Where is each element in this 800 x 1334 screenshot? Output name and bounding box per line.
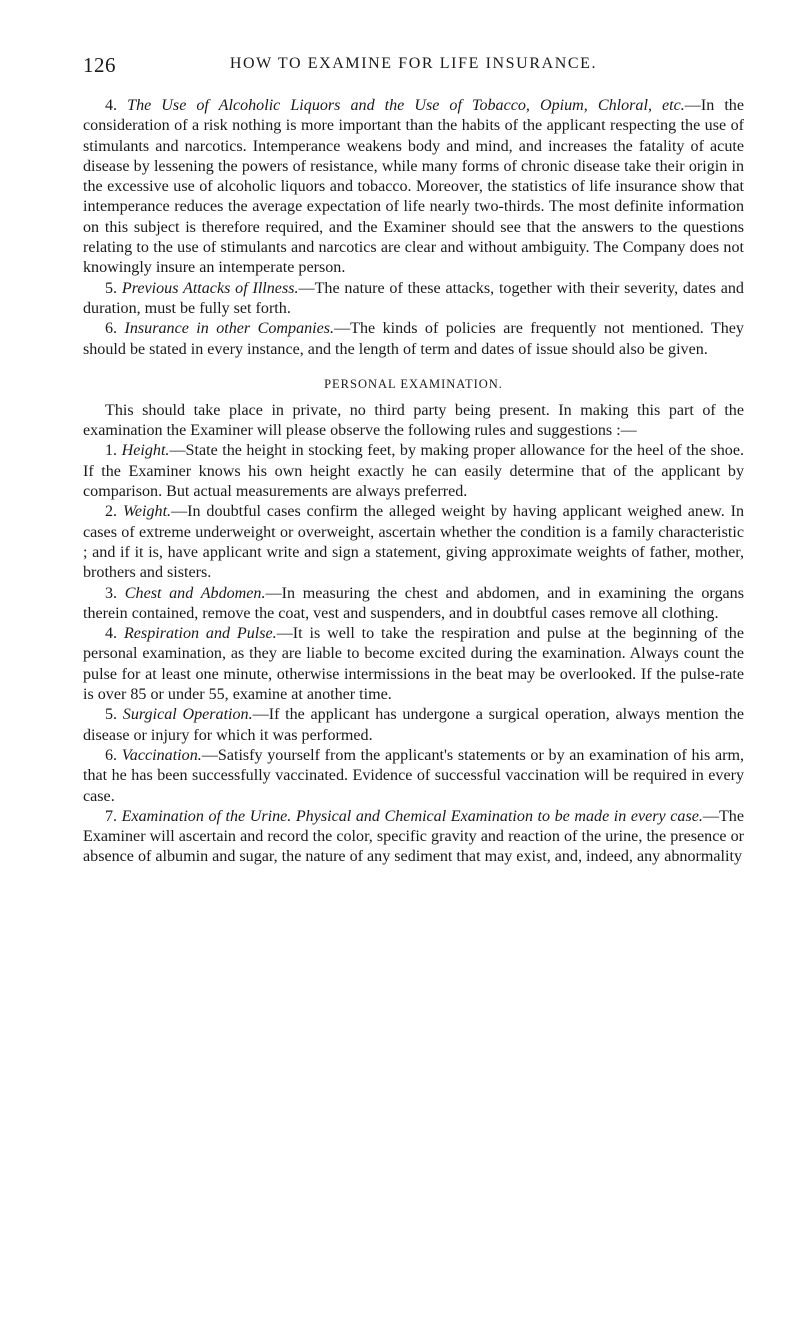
numbered-paragraph: [83, 807, 744, 868]
paragraph-text: If the applicant has undergone a surgical operation, always mention the disease or injury for which it was performed.: [83, 706, 744, 744]
section-heading: PERSONAL EXAMINATION.: [324, 376, 503, 391]
paragraph-number: 6.: [105, 746, 118, 764]
paragraph-title: Respiration and Pulse.: [123, 625, 277, 643]
paragraph-title: Insurance in other Companies.: [124, 320, 335, 338]
paragraph-title: Weight.: [122, 503, 172, 521]
paragraph-title: Vaccination.: [121, 746, 202, 764]
em-dash: —: [265, 584, 282, 602]
numbered-paragraph: [83, 279, 744, 320]
paragraph-text: State the height in stocking feet, by making proper allowance for the heel of the shoe. If the Examiner knows his own height exactly he can easily determine that of the applicant by comparison. But actual measurements are always preferred.: [83, 442, 744, 501]
em-dash: —: [702, 807, 719, 825]
em-dash: —: [684, 97, 701, 114]
paragraph-text: In measuring the chest and abdomen, and in examining the organs therein contained, remove the coat, vest and suspenders, and in doubtful cases remove all clothing.: [83, 584, 744, 622]
paragraph-title: Previous Attacks of Illness.: [121, 279, 299, 297]
page-header: [83, 52, 744, 78]
paragraph-text: The kinds of policies are frequently not mentioned. They should be stated in every instance, and the length of term and dates of issue should also be given.: [83, 320, 744, 358]
paragraph-title: Chest and Abdomen.: [124, 584, 266, 602]
paragraph-text: The nature of these attacks, together with their severity, dates and duration, must be fully set forth.: [83, 279, 744, 317]
personal-examination-rules: [83, 441, 744, 867]
numbered-paragraph: [83, 624, 744, 705]
numbered-paragraph: [83, 584, 744, 625]
paragraph-text: It is well to take the respiration and pulse at the beginning of the personal examination, as they are liable to become excited during the examination. Always count the pulse for at least one minute, otherwise intermissions in the beat may be overlooked. If the pulse-rate is over 85 or under 55, examine at another time.: [83, 625, 744, 704]
habits-history-items: [83, 96, 744, 360]
em-dash: —: [201, 746, 218, 764]
numbered-paragraph: [83, 502, 744, 583]
page-body: [83, 96, 744, 868]
paragraph-number: 5.: [105, 706, 118, 724]
em-dash: —: [169, 442, 186, 460]
paragraph-title: Examination of the Urine. Physical and Chemical Examination to be made in every case.: [121, 807, 703, 825]
paragraph-title: Surgical Operation.: [122, 706, 253, 724]
paragraph-number: 1.: [105, 442, 118, 460]
numbered-paragraph: [83, 441, 744, 502]
paragraph-number: 4.: [105, 625, 118, 643]
paragraph-title: Height.: [121, 442, 170, 460]
paragraph-number: 4.: [105, 97, 118, 114]
numbered-paragraph: [83, 96, 744, 279]
em-dash: —: [252, 706, 269, 724]
paragraph-text: In doubtful cases confirm the alleged weight by having applicant weighed anew. In cases of extreme underweight or overweight, ascertain whether the condition is a family characteristic ; and if it is, have applicant write and sign a statement, giving approximate weights of father, mother, brothers and sisters.: [83, 503, 744, 582]
running-title: HOW TO EXAMINE FOR LIFE INSURANCE.: [229, 55, 598, 72]
paragraph-title: The Use of Alcoholic Liquors and the Use of Tobacco, Opium, Chloral, etc.: [127, 97, 685, 114]
paragraph-number: 3.: [105, 584, 118, 602]
em-dash: —: [171, 503, 188, 521]
numbered-paragraph: [83, 705, 744, 746]
numbered-paragraph: [83, 746, 744, 807]
paragraph-number: 6.: [105, 320, 118, 338]
em-dash: —: [298, 279, 315, 297]
em-dash: —: [276, 625, 293, 643]
section-intro: This should take place in private, no third party being present. In making this part of the examination the Examiner will please observe the following rules and suggestions :—: [83, 401, 744, 440]
em-dash: —: [334, 320, 351, 338]
page-number: 126: [83, 53, 116, 77]
paragraph-number: 5.: [105, 279, 118, 297]
paragraph-number: 7.: [105, 807, 118, 825]
paragraph-text: In the consideration of a risk nothing is more important than the habits of the applicant respecting the use of stimulants and narcotics. Intemperance weakens body and mind, and increases the fatality of acute disease by lessening the powers of resistance, while many forms of chronic disease take their origin in the excessive use of alcoholic liquors and tobacco. Moreover, the statistics of life insurance show that intemperance reduces the average expectation of life nearly two-thirds. The most definite information on this subject is therefore required, and the Examiner should see that the answers to the questions relating to the use of stimulants and narcotics are clear and without ambiguity. The Company does not knowingly insure an intemperate person.: [83, 97, 744, 277]
paragraph-text: The Examiner will ascertain and record the color, specific gravity and reaction of the urine, the presence or absence of albumin and sugar, the nature of any sediment that may exist, and, indeed, any abnormality: [83, 807, 744, 866]
paragraph-text: Satisfy yourself from the applicant's statements or by an examination of his arm, that he has been successfully vaccinated. Evidence of successful vaccination will be required in every case.: [83, 746, 744, 805]
paragraph-number: 2.: [105, 503, 118, 521]
numbered-paragraph: [83, 319, 744, 360]
